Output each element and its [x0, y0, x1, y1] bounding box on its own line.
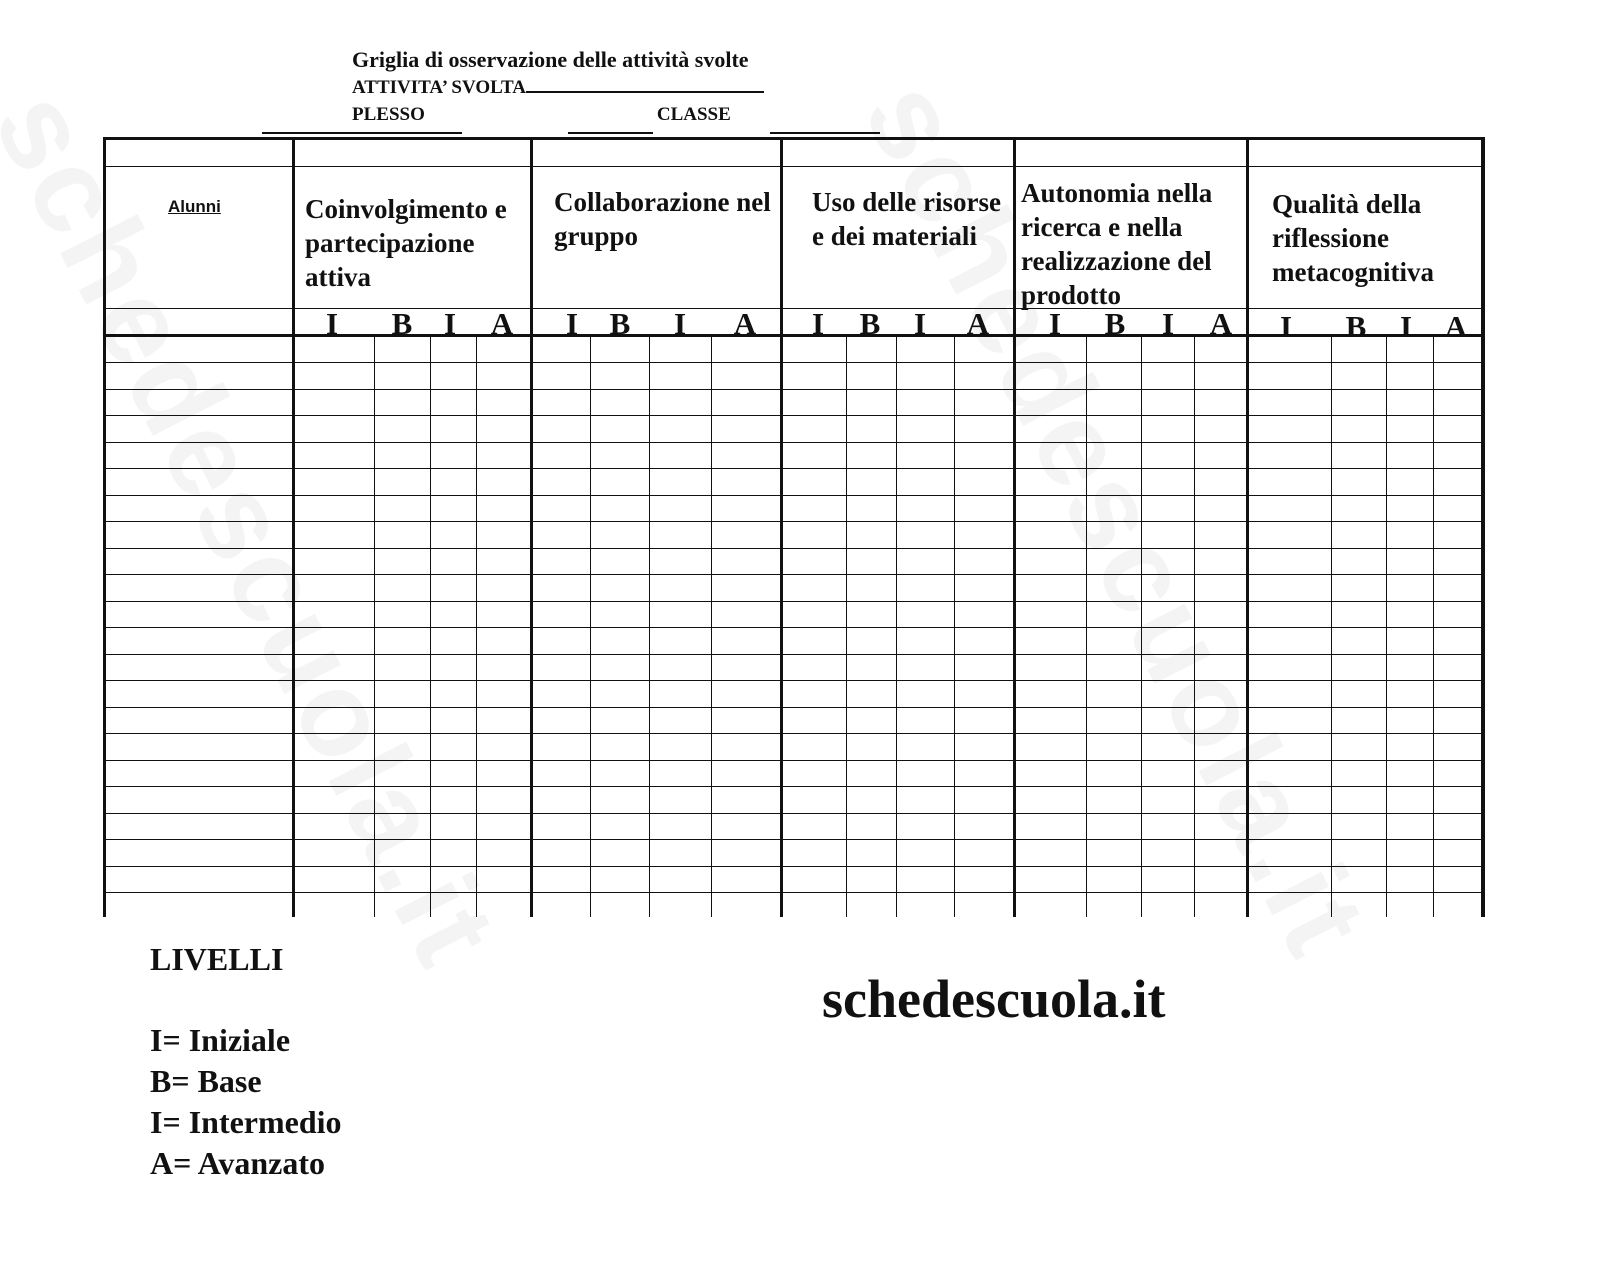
classe-field[interactable]	[568, 132, 653, 134]
level-label: I	[325, 306, 339, 341]
attivita-field[interactable]	[526, 73, 764, 93]
column-divider	[780, 140, 783, 917]
student-row-line	[106, 521, 1481, 522]
level-column-divider	[1433, 334, 1434, 917]
student-row-line	[106, 601, 1481, 602]
students-header: Alunni	[168, 197, 221, 216]
level-label: I	[913, 306, 927, 341]
student-row-line	[106, 415, 1481, 416]
level-column-divider	[1331, 334, 1332, 917]
level-column-divider	[430, 334, 431, 917]
legend-item: B= Base	[150, 1063, 262, 1099]
level-label: B	[1345, 309, 1367, 344]
student-row-line	[106, 495, 1481, 496]
attivita-line	[352, 73, 764, 101]
student-row-line	[106, 839, 1481, 840]
observation-grid	[103, 137, 1485, 917]
plesso-classe-line	[352, 101, 764, 128]
legend-item: A= Avanzato	[150, 1145, 325, 1181]
criterion-column	[1013, 140, 1246, 917]
student-row-line	[106, 866, 1481, 867]
level-row-bottom	[106, 334, 1481, 337]
column-divider	[530, 140, 533, 917]
level-label: A	[966, 306, 990, 341]
student-row-line	[106, 362, 1481, 363]
student-row-line	[106, 813, 1481, 814]
criterion-label: Uso delle risorse e dei materiali	[812, 187, 1001, 251]
legend-title: LIVELLI	[150, 941, 284, 977]
level-label: B	[609, 306, 631, 341]
criterion-column	[292, 140, 530, 917]
level-column-divider	[711, 334, 712, 917]
level-column-divider	[374, 334, 375, 917]
level-label: I	[673, 306, 687, 341]
level-column-divider	[1086, 334, 1087, 917]
level-label: A	[490, 306, 514, 341]
level-column-divider	[896, 334, 897, 917]
classe-field-extension	[770, 132, 880, 134]
brand-logo-text: schedescuola.it	[822, 969, 1166, 1029]
classe-label: CLASSE	[656, 104, 731, 125]
level-label: A	[1444, 309, 1468, 344]
students-column	[106, 140, 292, 917]
legend-item: I= Intermedio	[150, 1104, 342, 1140]
student-row-line	[106, 574, 1481, 575]
student-row-line	[106, 892, 1481, 893]
level-row-top	[106, 308, 1481, 309]
level-label: I	[1279, 309, 1293, 344]
criterion-label: Collaborazione nel gruppo	[554, 187, 771, 251]
level-label: B	[859, 306, 881, 341]
student-row-line	[106, 680, 1481, 681]
student-row-line	[106, 654, 1481, 655]
form-title: Griglia di osservazione delle attività svolte	[352, 47, 749, 72]
student-row-line	[106, 468, 1481, 469]
level-label: I	[811, 306, 825, 341]
level-label: B	[391, 306, 413, 341]
student-row-line	[106, 627, 1481, 628]
student-row-line	[106, 389, 1481, 390]
attivita-label: ATTIVITA’ SVOLTA	[352, 77, 527, 98]
level-column-divider	[954, 334, 955, 917]
level-column-divider	[1194, 334, 1195, 917]
student-row-line	[106, 760, 1481, 761]
student-row-line	[106, 733, 1481, 734]
student-row-line	[106, 707, 1481, 708]
level-column-divider	[1141, 334, 1142, 917]
legend-item: I= Iniziale	[150, 1022, 291, 1058]
column-divider	[292, 140, 295, 917]
column-divider	[1013, 140, 1016, 917]
student-row-line	[106, 442, 1481, 443]
level-column-divider	[476, 334, 477, 917]
level-label: A	[733, 306, 757, 341]
level-label: I	[1161, 306, 1175, 341]
level-label: B	[1104, 306, 1126, 341]
student-row-line	[106, 786, 1481, 787]
criterion-label: Autonomia nella ricerca e nella realizzazione del prodotto	[1021, 178, 1213, 310]
level-column-divider	[1386, 334, 1387, 917]
level-column-divider	[590, 334, 591, 917]
plesso-label: PLESSO	[352, 104, 425, 125]
level-label: I	[443, 306, 457, 341]
level-column-divider	[846, 334, 847, 917]
level-label: A	[1209, 306, 1233, 341]
level-label: I	[1048, 306, 1062, 341]
legend	[150, 940, 342, 1184]
criterion-column	[1246, 140, 1484, 917]
plesso-field[interactable]	[262, 132, 462, 134]
student-row-line	[106, 548, 1481, 549]
column-divider	[1246, 140, 1249, 917]
criterion-column	[530, 140, 780, 917]
criterion-label: Coinvolgimento e partecipazione attiva	[305, 194, 507, 292]
level-column-divider	[649, 334, 650, 917]
level-label: I	[565, 306, 579, 341]
form-header	[352, 47, 764, 128]
criterion-label: Qualità della riflessione metacognitiva	[1272, 189, 1434, 287]
level-label: I	[1399, 309, 1413, 344]
